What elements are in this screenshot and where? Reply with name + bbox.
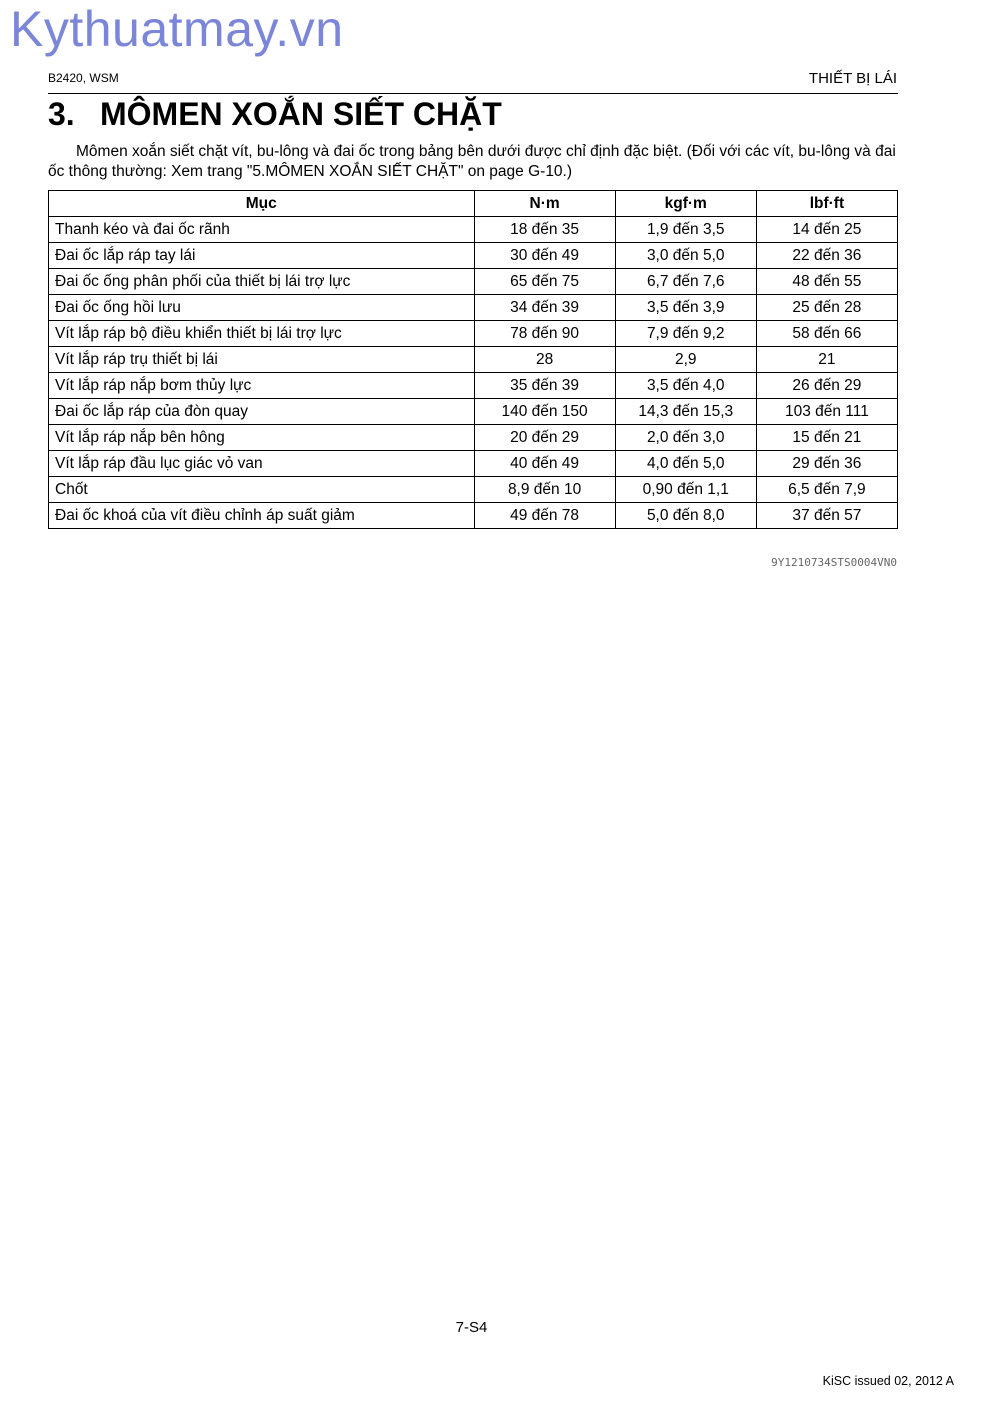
cell-lbfft: 22 đến 36 [756, 243, 897, 269]
cell-kgfm: 4,0 đến 5,0 [615, 451, 756, 477]
cell-kgfm: 3,5 đến 3,9 [615, 295, 756, 321]
cell-item: Vít lắp ráp bộ điều khiển thiết bị lái trợ lực [49, 321, 475, 347]
cell-nm: 65 đến 75 [474, 269, 615, 295]
header-divider [48, 93, 898, 94]
table-row [49, 477, 898, 503]
cell-lbfft: 25 đến 28 [756, 295, 897, 321]
table-row [49, 321, 898, 347]
table-row [49, 503, 898, 529]
cell-item: Đai ốc lắp ráp tay lái [49, 243, 475, 269]
cell-lbfft: 6,5 đến 7,9 [756, 477, 897, 503]
cell-lbfft: 15 đến 21 [756, 425, 897, 451]
header-kgfm: kgf·m [615, 191, 756, 217]
cell-nm: 34 đến 39 [474, 295, 615, 321]
header-lbfft: lbf·ft [756, 191, 897, 217]
table-row [49, 269, 898, 295]
torque-table [48, 190, 898, 529]
cell-kgfm: 3,0 đến 5,0 [615, 243, 756, 269]
cell-nm: 49 đến 78 [474, 503, 615, 529]
page-title [48, 96, 502, 133]
cell-lbfft: 29 đến 36 [756, 451, 897, 477]
cell-nm: 30 đến 49 [474, 243, 615, 269]
cell-item: Đai ốc khoá của vít điều chỉnh áp suất giảm [49, 503, 475, 529]
cell-lbfft: 58 đến 66 [756, 321, 897, 347]
cell-item: Đai ốc ống hồi lưu [49, 295, 475, 321]
cell-lbfft: 21 [756, 347, 897, 373]
cell-nm: 18 đến 35 [474, 217, 615, 243]
cell-nm: 35 đến 39 [474, 373, 615, 399]
section-title-text: MÔMEN XOẮN SIẾT CHẶT [100, 96, 502, 132]
cell-kgfm: 2,0 đến 3,0 [615, 425, 756, 451]
cell-nm: 140 đến 150 [474, 399, 615, 425]
cell-item: Vít lắp ráp nắp bên hông [49, 425, 475, 451]
cell-item: Vít lắp ráp trụ thiết bị lái [49, 347, 475, 373]
table-row [49, 451, 898, 477]
table-row [49, 295, 898, 321]
table-header-row [49, 191, 898, 217]
cell-kgfm: 0,90 đến 1,1 [615, 477, 756, 503]
cell-kgfm: 7,9 đến 9,2 [615, 321, 756, 347]
table-row [49, 243, 898, 269]
table-row [49, 217, 898, 243]
cell-kgfm: 14,3 đến 15,3 [615, 399, 756, 425]
cell-kgfm: 2,9 [615, 347, 756, 373]
cell-nm: 8,9 đến 10 [474, 477, 615, 503]
intro-paragraph: Mômen xoắn siết chặt vít, bu-lông và đai ốc trong bảng bên dưới được chỉ định đặc biệt. (Đối với các vít, bu-lông và đai ốc thông thường: Xem trang "5.MÔMEN XOẮN SIẾT CHẶT" on page G-10.) [48, 143, 896, 180]
cell-kgfm: 3,5 đến 4,0 [615, 373, 756, 399]
table-row [49, 373, 898, 399]
document-code: 9Y1210734STS0004VN0 [771, 556, 897, 569]
cell-lbfft: 26 đến 29 [756, 373, 897, 399]
cell-kgfm: 5,0 đến 8,0 [615, 503, 756, 529]
table-row [49, 399, 898, 425]
header-nm: N·m [474, 191, 615, 217]
header-item: Mục [49, 191, 475, 217]
cell-item: Đai ốc lắp ráp của đòn quay [49, 399, 475, 425]
cell-item: Thanh kéo và đai ốc rãnh [49, 217, 475, 243]
cell-item: Đai ốc ống phân phối của thiết bị lái trợ lực [49, 269, 475, 295]
cell-nm: 78 đến 90 [474, 321, 615, 347]
cell-item: Vít lắp ráp đầu lục giác vỏ van [49, 451, 475, 477]
table-row [49, 347, 898, 373]
issue-info: KiSC issued 02, 2012 A [822, 1374, 954, 1388]
watermark-logo: Kythuatmay.vn [10, 1, 344, 57]
cell-lbfft: 14 đến 25 [756, 217, 897, 243]
cell-nm: 28 [474, 347, 615, 373]
cell-lbfft: 103 đến 111 [756, 399, 897, 425]
cell-kgfm: 1,9 đến 3,5 [615, 217, 756, 243]
table-row [49, 425, 898, 451]
page-number: 7-S4 [455, 1319, 488, 1336]
cell-lbfft: 37 đến 57 [756, 503, 897, 529]
cell-nm: 20 đến 29 [474, 425, 615, 451]
cell-lbfft: 48 đến 55 [756, 269, 897, 295]
cell-item: Chốt [49, 477, 475, 503]
cell-kgfm: 6,7 đến 7,6 [615, 269, 756, 295]
header-model: B2420, WSM [48, 71, 119, 85]
cell-nm: 40 đến 49 [474, 451, 615, 477]
cell-item: Vít lắp ráp nắp bơm thủy lực [49, 373, 475, 399]
section-number: 3. [48, 96, 75, 132]
header-section: THIẾT BỊ LÁI [808, 70, 897, 87]
